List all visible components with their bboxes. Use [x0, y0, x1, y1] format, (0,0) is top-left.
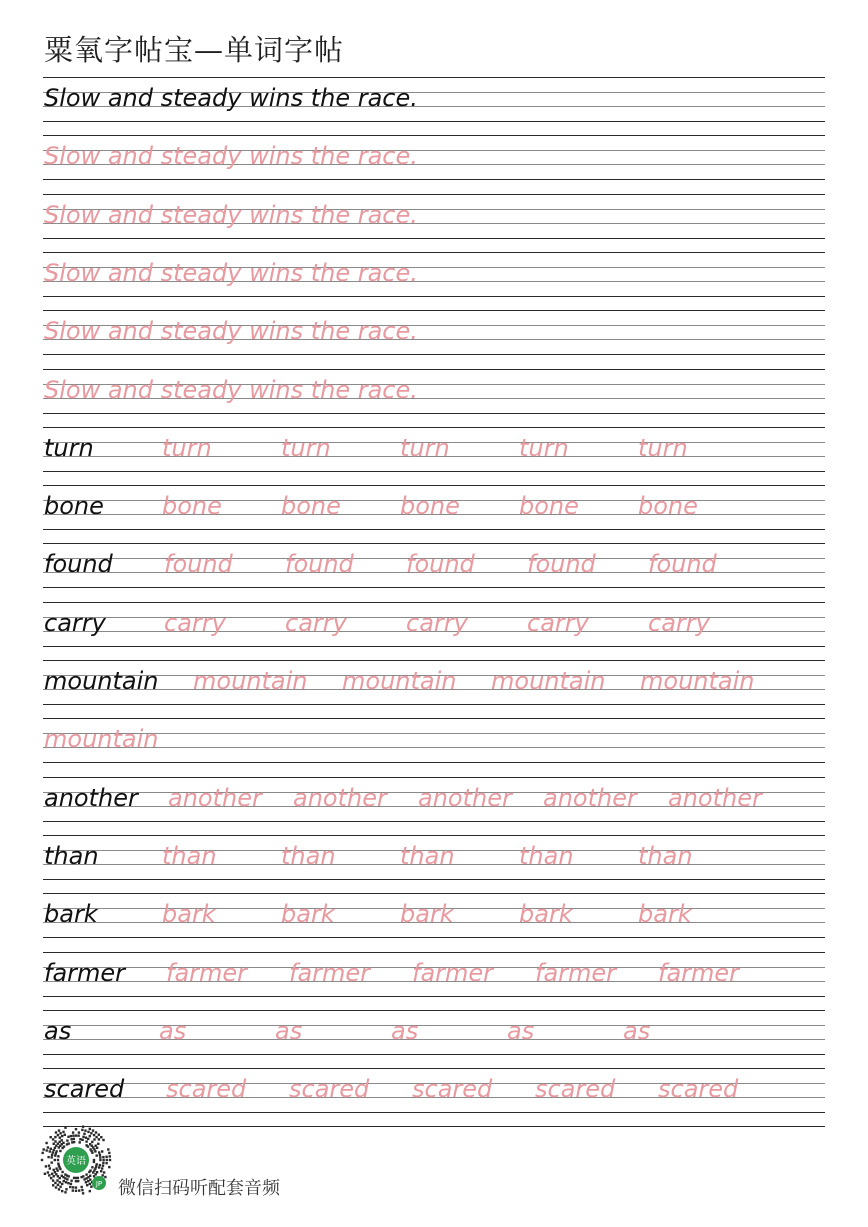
- qr-dot: [57, 1159, 59, 1161]
- qr-dot: [92, 1129, 94, 1131]
- trace-word: than: [400, 842, 455, 870]
- rule-line: [43, 529, 825, 530]
- qr-dot: [63, 1180, 65, 1182]
- trace-word: found: [285, 550, 354, 578]
- qr-dot: [48, 1165, 50, 1167]
- qr-dot: [87, 1138, 89, 1140]
- trace-word: bark: [519, 900, 573, 928]
- qr-dot: [73, 1138, 75, 1140]
- trace-word: found: [648, 550, 717, 578]
- rule-line: [43, 310, 825, 311]
- rule-line: [43, 369, 825, 370]
- qr-dot: [100, 1170, 102, 1172]
- qr-dot: [56, 1179, 58, 1181]
- qr-dot: [64, 1127, 66, 1129]
- qr-dot: [50, 1148, 52, 1150]
- qr-dot: [45, 1165, 47, 1167]
- rule-line: [43, 996, 825, 997]
- trace-word: bark: [400, 900, 454, 928]
- qr-dot: [73, 1177, 75, 1179]
- qr-dot: [77, 1135, 79, 1137]
- qr-dot: [69, 1186, 71, 1188]
- qr-dot: [102, 1165, 104, 1167]
- qr-dot: [47, 1146, 49, 1148]
- qr-dot: [93, 1161, 95, 1163]
- qr-dot: [42, 1152, 44, 1154]
- qr-dot: [102, 1162, 104, 1164]
- qr-dot: [67, 1182, 69, 1184]
- qr-dot: [109, 1155, 111, 1157]
- qr-dot: [57, 1134, 59, 1136]
- qr-dot: [49, 1167, 51, 1169]
- trace-word: farmer: [658, 959, 740, 987]
- trace-word: mountain: [342, 667, 457, 695]
- rule-line: [43, 485, 825, 486]
- qr-dot: [96, 1171, 98, 1173]
- trace-word: turn: [400, 434, 450, 462]
- qr-dot: [83, 1133, 85, 1135]
- qr-dot: [57, 1155, 59, 1157]
- model-word: as: [44, 1017, 72, 1045]
- model-word: than: [44, 842, 99, 870]
- rule-line: [43, 543, 825, 544]
- rule-line: [43, 602, 825, 603]
- trace-word: bark: [638, 900, 692, 928]
- qr-dot: [61, 1135, 63, 1137]
- rule-line: [43, 879, 825, 880]
- qr-dot: [87, 1180, 89, 1182]
- trace-word: Slow and steady wins the race.: [44, 142, 418, 170]
- qr-dot: [53, 1143, 55, 1145]
- qr-dot: [46, 1149, 48, 1151]
- model-word: scared: [44, 1075, 125, 1103]
- trace-word: than: [519, 842, 574, 870]
- qr-dot: [55, 1167, 57, 1169]
- rule-line: [43, 471, 825, 472]
- qr-dot: [72, 1131, 74, 1133]
- qr-dot: [81, 1189, 83, 1191]
- trace-word: turn: [638, 434, 688, 462]
- qr-dot: [85, 1181, 87, 1183]
- qr-dot: [81, 1139, 83, 1141]
- qr-dot: [82, 1126, 84, 1128]
- rule-line: [43, 413, 825, 414]
- qr-dot: [61, 1190, 63, 1192]
- qr-dot: [61, 1139, 63, 1141]
- qr-dot: [51, 1161, 53, 1163]
- qr-dot: [85, 1140, 87, 1142]
- qr-dot: [66, 1139, 68, 1141]
- trace-word: than: [281, 842, 336, 870]
- qr-dot: [41, 1159, 43, 1161]
- qr-dot: [63, 1145, 65, 1147]
- qr-dot: [59, 1132, 61, 1134]
- qr-dot: [81, 1186, 83, 1188]
- qr-dot: [54, 1136, 56, 1138]
- qr-dot: [89, 1190, 91, 1192]
- qr-dot: [105, 1162, 107, 1164]
- qr-dot: [95, 1145, 97, 1147]
- qr-dot: [50, 1177, 52, 1179]
- qr-dot: [54, 1154, 56, 1156]
- trace-word: found: [406, 550, 475, 578]
- trace-word: mountain: [44, 725, 159, 753]
- trace-word: Slow and steady wins the race.: [44, 317, 418, 345]
- qr-dot: [52, 1151, 54, 1153]
- rule-line: [43, 952, 825, 953]
- rule-line: [43, 179, 825, 180]
- rule-line: [43, 835, 825, 836]
- qr-dot: [89, 1128, 91, 1130]
- qr-dot: [107, 1148, 109, 1150]
- trace-word: carry: [527, 609, 589, 637]
- rule-line: [43, 1126, 825, 1127]
- qr-dot: [83, 1178, 85, 1180]
- qr-dot: [85, 1137, 87, 1139]
- qr-dot: [100, 1136, 102, 1138]
- trace-word: farmer: [535, 959, 617, 987]
- qr-dot: [54, 1147, 56, 1149]
- qr-dot: [75, 1128, 77, 1130]
- qr-dot: [93, 1175, 95, 1177]
- trace-word: carry: [648, 609, 710, 637]
- qr-dot: [72, 1189, 74, 1191]
- qr-dot: [98, 1138, 100, 1140]
- qr-dot: [51, 1154, 53, 1156]
- qr-dot: [64, 1191, 66, 1193]
- qr-dot: [64, 1173, 66, 1175]
- trace-word: another: [168, 784, 262, 812]
- qr-dot: [79, 1141, 81, 1143]
- qr-dot: [53, 1175, 55, 1177]
- qr-dot: [52, 1184, 54, 1186]
- model-word: Slow and steady wins the race.: [44, 84, 418, 112]
- qr-dot: [48, 1174, 50, 1176]
- model-word: bark: [44, 900, 98, 928]
- qr-dot: [89, 1135, 91, 1137]
- qr-dot: [102, 1139, 104, 1141]
- rule-line: [43, 194, 825, 195]
- qr-dot: [88, 1171, 90, 1173]
- trace-word: bone: [519, 492, 579, 520]
- trace-word: farmer: [166, 959, 248, 987]
- qr-dot: [43, 1148, 45, 1150]
- qr-dot: [98, 1166, 100, 1168]
- qr-dot: [53, 1169, 55, 1171]
- rule-line: [43, 777, 825, 778]
- qr-badge-label: 英语: [66, 1156, 86, 1167]
- rule-line: [43, 238, 825, 239]
- trace-word: another: [543, 784, 637, 812]
- trace-word: carry: [164, 609, 226, 637]
- trace-word: as: [391, 1017, 419, 1045]
- trace-word: bone: [162, 492, 222, 520]
- rule-line: [43, 1010, 825, 1011]
- trace-word: bark: [281, 900, 335, 928]
- trace-word: mountain: [491, 667, 606, 695]
- model-word: mountain: [44, 667, 159, 695]
- qr-dot: [77, 1180, 79, 1182]
- qr-dot: [87, 1131, 89, 1133]
- trace-word: farmer: [289, 959, 371, 987]
- qr-dot: [102, 1156, 104, 1158]
- qr-dot: [103, 1171, 105, 1173]
- trace-word: another: [293, 784, 387, 812]
- model-word: farmer: [44, 959, 126, 987]
- qr-dot: [67, 1136, 69, 1138]
- rule-line: [43, 762, 825, 763]
- trace-word: Slow and steady wins the race.: [44, 201, 418, 229]
- qr-dot: [101, 1150, 103, 1152]
- qr-dot: [59, 1137, 61, 1139]
- rule-line: [43, 718, 825, 719]
- qr-dot: [108, 1152, 110, 1154]
- trace-word: mountain: [193, 667, 308, 695]
- qr-dot: [91, 1152, 93, 1154]
- qr-dot: [79, 1138, 81, 1140]
- rule-line: [43, 821, 825, 822]
- trace-word: than: [162, 842, 217, 870]
- trace-word: bone: [638, 492, 698, 520]
- qr-dot: [84, 1130, 86, 1132]
- qr-dot: [102, 1174, 104, 1176]
- model-word: carry: [44, 609, 106, 637]
- qr-dot: [54, 1159, 56, 1161]
- rule-line: [43, 427, 825, 428]
- trace-word: mountain: [640, 667, 755, 695]
- trace-word: carry: [406, 609, 468, 637]
- qr-dot: [55, 1150, 57, 1152]
- rule-line: [43, 1068, 825, 1069]
- qr-dot: [54, 1182, 56, 1184]
- qr-dot: [58, 1129, 60, 1131]
- qr-dot: [75, 1190, 77, 1192]
- qr-dot: [86, 1184, 88, 1186]
- qr-dot: [52, 1138, 54, 1140]
- qr-dot: [47, 1171, 49, 1173]
- qr-dot: [59, 1150, 61, 1152]
- qr-dot: [65, 1181, 67, 1183]
- qr-dot: [99, 1156, 101, 1158]
- qr-corner-label: JP: [95, 1180, 103, 1188]
- qr-dot: [87, 1145, 89, 1147]
- qr-dot: [44, 1173, 46, 1175]
- trace-word: scared: [535, 1075, 616, 1103]
- rule-line: [43, 646, 825, 647]
- trace-word: bone: [400, 492, 460, 520]
- qr-dot: [75, 1180, 77, 1182]
- trace-word: as: [507, 1017, 535, 1045]
- qr-dot: [49, 1150, 51, 1152]
- qr-dot: [58, 1188, 60, 1190]
- trace-word: turn: [519, 434, 569, 462]
- qr-dot: [51, 1173, 53, 1175]
- qr-dot: [75, 1186, 77, 1188]
- qr-dot: [68, 1142, 70, 1144]
- rule-line: [43, 252, 825, 253]
- qr-dot: [96, 1154, 98, 1156]
- qr-dot: [51, 1156, 53, 1158]
- qr-dot: [104, 1176, 106, 1178]
- rule-line: [43, 747, 825, 748]
- rule-line: [43, 660, 825, 661]
- qr-dot: [93, 1138, 95, 1140]
- rule-line: [43, 135, 825, 136]
- qr-dot: [75, 1134, 77, 1136]
- audio-caption: 微信扫码听配套音频: [118, 1178, 280, 1199]
- qr-dot: [91, 1166, 93, 1168]
- qr-dot: [78, 1189, 80, 1191]
- qr-dot: [57, 1163, 59, 1165]
- qr-dot: [82, 1192, 84, 1194]
- qr-dot: [96, 1147, 98, 1149]
- qr-dot: [61, 1171, 63, 1173]
- trace-word: scared: [166, 1075, 247, 1103]
- trace-word: bark: [162, 900, 216, 928]
- qr-dot: [81, 1129, 83, 1131]
- trace-word: turn: [162, 434, 212, 462]
- qr-dot: [97, 1143, 99, 1145]
- qr-code-icon[interactable]: [40, 1124, 112, 1196]
- trace-word: as: [623, 1017, 651, 1045]
- qr-dot: [91, 1141, 93, 1143]
- qr-dot: [70, 1138, 72, 1140]
- qr-dot: [73, 1141, 75, 1143]
- trace-word: scared: [289, 1075, 370, 1103]
- trace-word: farmer: [412, 959, 494, 987]
- qr-dot: [59, 1181, 61, 1183]
- qr-dot: [54, 1140, 56, 1142]
- qr-dot: [64, 1134, 66, 1136]
- qr-dot: [82, 1136, 84, 1138]
- trace-word: Slow and steady wins the race.: [44, 259, 418, 287]
- trace-word: scared: [658, 1075, 739, 1103]
- qr-dot: [70, 1135, 72, 1137]
- qr-dot: [109, 1159, 111, 1161]
- rule-line: [43, 704, 825, 705]
- rule-line: [43, 937, 825, 938]
- qr-dot: [54, 1171, 56, 1173]
- qr-dot: [85, 1173, 87, 1175]
- model-word: another: [44, 784, 138, 812]
- qr-dot: [105, 1156, 107, 1158]
- qr-dot: [72, 1135, 74, 1137]
- qr-dot: [55, 1131, 57, 1133]
- qr-dot: [98, 1151, 100, 1153]
- qr-dot: [95, 1131, 97, 1133]
- qr-dot: [62, 1142, 64, 1144]
- qr-dot: [90, 1186, 92, 1188]
- qr-dot: [57, 1184, 59, 1186]
- qr-dot: [99, 1164, 101, 1166]
- qr-dot: [50, 1136, 52, 1138]
- qr-dot: [55, 1186, 57, 1188]
- rule-line: [43, 296, 825, 297]
- qr-dot: [94, 1150, 96, 1152]
- qr-dot: [93, 1134, 95, 1136]
- qr-dot: [62, 1131, 64, 1133]
- qr-dot: [78, 1131, 80, 1133]
- qr-dot: [70, 1180, 72, 1182]
- trace-word: bone: [281, 492, 341, 520]
- qr-dot: [72, 1186, 74, 1188]
- trace-word: as: [159, 1017, 187, 1045]
- rule-line: [43, 733, 825, 734]
- qr-dot: [59, 1186, 61, 1188]
- qr-dot: [65, 1188, 67, 1190]
- trace-word: found: [164, 550, 233, 578]
- trace-word: scared: [412, 1075, 493, 1103]
- model-word: bone: [44, 492, 104, 520]
- rule-line: [43, 121, 825, 122]
- trace-word: turn: [281, 434, 331, 462]
- trace-word: another: [668, 784, 762, 812]
- rule-line: [43, 893, 825, 894]
- qr-dot: [108, 1166, 110, 1168]
- trace-word: as: [275, 1017, 303, 1045]
- rule-line: [43, 587, 825, 588]
- qr-dot: [45, 1142, 47, 1144]
- qr-dot: [52, 1179, 54, 1181]
- rule-line: [43, 1054, 825, 1055]
- qr-dot: [92, 1171, 94, 1173]
- qr-dot: [70, 1183, 72, 1185]
- qr-dot: [47, 1156, 49, 1158]
- qr-dot: [106, 1159, 108, 1161]
- trace-word: carry: [285, 609, 347, 637]
- model-word: found: [44, 550, 113, 578]
- trace-word: Slow and steady wins the race.: [44, 376, 418, 404]
- qr-dot: [99, 1159, 101, 1161]
- qr-dot: [61, 1183, 63, 1185]
- qr-dot: [102, 1159, 104, 1161]
- page-title: 粟氧字帖宝—单词字帖: [44, 33, 345, 67]
- rule-line: [43, 77, 825, 78]
- qr-dot: [99, 1154, 101, 1156]
- qr-dot: [101, 1167, 103, 1169]
- qr-dot: [53, 1149, 55, 1151]
- rule-line: [43, 354, 825, 355]
- qr-dot: [80, 1176, 82, 1178]
- model-word: turn: [44, 434, 94, 462]
- rule-line: [43, 1112, 825, 1113]
- qr-dot: [90, 1132, 92, 1134]
- trace-word: than: [638, 842, 693, 870]
- qr-dot: [96, 1163, 98, 1165]
- qr-dot: [95, 1136, 97, 1138]
- qr-dot: [89, 1183, 91, 1185]
- qr-dot: [55, 1173, 57, 1175]
- qr-dot: [98, 1134, 100, 1136]
- trace-word: found: [527, 550, 596, 578]
- qr-dot: [89, 1179, 91, 1181]
- qr-dot: [61, 1175, 63, 1177]
- trace-word: another: [418, 784, 512, 812]
